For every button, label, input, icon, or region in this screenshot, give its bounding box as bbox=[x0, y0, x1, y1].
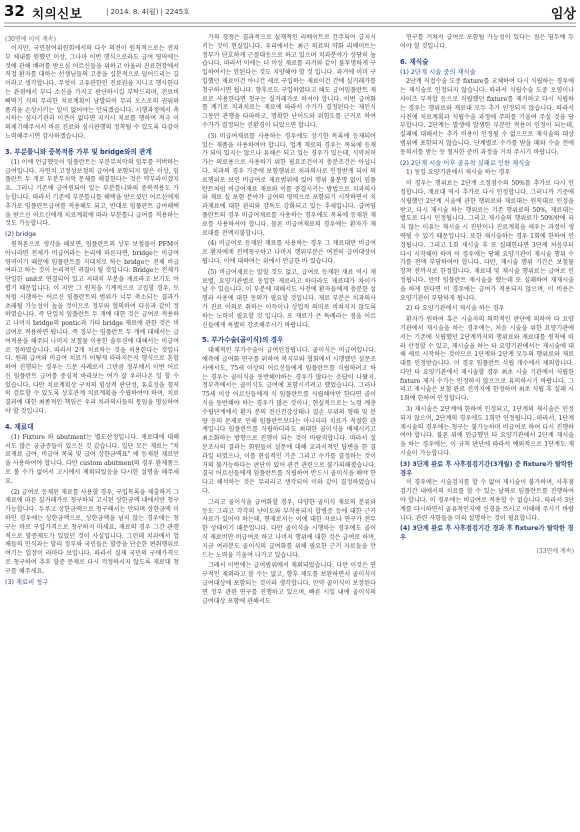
subsection-heading: (4) 3단계 완료 후 사후점검기간 경과 후 fixture가 탈락한 경우 bbox=[400, 525, 574, 542]
paragraph: 2단계 직접수술 도중 fixture를 교체하여 다시 식립하는 경우에는 재식술로 인정되지 않습니다. 따라서 식립수술 도중 오염이나 사이즈 부적합 등으로 식립했던 fixture를 제거하고 다시 식립하는 경우는 행위료와 재료대 모두 추가 인정되지 않습니다. 따라서 사전에 치료계획과 식립수술 과정에 주의를 기울여 주실 것을 당부합니다. 2단계는 발생에 발생한 부분만 적용이 인정이 되는데, 실패에 대해서는 추가 비용이 인정될 수 없으므로 재식술의 대상 범위에 포함되지 않습니다. 단계별로 수가를 받을 때와 수술 전에 동의서를 받는 등 철저한 준비 과정을 거쳐 주시기 바랍니다. bbox=[400, 78, 574, 156]
paragraph: 이지만, 국민참여위원회에서의 다수 의견이 원칙적으로는 전치부 체내를 원했던 이상, 그나마 이번 행식으로라도 급여 영역에는 것에 관해 배려를 받으심 어르신들을 위하고 아울러 진료현장에서 직접 환자를 대하는 선생님들의 고충을 십분적으로 덜어드리는 길이라고 생각합니다. 무엇이 고유관한인 진료권을 지니고 행사한다는 관점에서 부디 소신을 가지고 판단하시길 부탁드리며, 진료비 삐딱기 식의 무리한 치료계획이 남발되어 무리 오스로의 권위와 품격을 손상시키는 일이 없어야는 안되겠습니다. 시행과정에서 축시하는 심사기관과 이견이 없다면 지키시 치료를 행하여 적극 이의제기해주셔서 바른 진료와 심사판행의 정착될 수 있도록 다같이 노력해주시면 감사하겠습니다. bbox=[5, 45, 179, 140]
subsection-heading: (2) 2단계 시술 이후 골유착 실패로 인한 재식술 bbox=[400, 159, 531, 167]
article-column-1 bbox=[5, 34, 179, 814]
article-column-3 bbox=[400, 34, 574, 814]
paragraph: (1) Fixture 와 abutment는 별도산정입니다. 재료대에 대해서도 많은 궁금증들이 있으신 것 같습니다. 일단 모든 재료는 "치료재료 급여, 비급여 목록 및 급여 상한금액표" 에 등재된 재료만을 사용하여야 합니다. 다만 custom abutment의 경우 완제품으로 볼 수가 없어서 고시에서 제외되었음을 다시한 설명을 해주세요. bbox=[5, 433, 179, 485]
paragraph: 원칙론으로 생각을 해보면, 임플란트의 상부 보철물이 PFM이 아니라면 전제가 비급여라는 논리에 따른다면, bridge는 비급여영역이기 때문에 임플란트를 지대치로 하는 bridge는 전체 비급여라고 하는 것이 논리적인 귀결이 될 것입니다. Bridge는 전제가 단일한 unit로 연결되어 있고 지대치 부분을 재료라고 보기도 어렵기 때문입니다. 이 지만 그 원칙을 기계적으로 고집할 경우, 모처럼 시행하는 어르신 임플란트의 범위가 너무 축소되는 결과가 초래될 가능성이 높을 것이므로 정부와 협의하여 다음과 같이 정하였습니다. 즉 단일치 임플란트 두 개에 대한 것은 급여로 적용하고 나머지 bridge의 pontic과 기타 bridge 재료에 관한 것은 비급여로 적용하면 됩니다. 즉 정부는 임플란트 두 개에 대해서는 급여적용을 해주되 나머지 보철물 이용한 솔루션에 대해서는 비급여로 정하였습니다. 따라서 2개 치료하는 것을 허용한다는 것입니다. 원래 급여와 비급여 치료가 어떻게 따라지든지 행식으로 혼합하여 진행되는 경우는 드문 사례로서 그만큼 정부에서 이번 어르신 임플란트 급여를 중심적 바라보는 여가 잘 우러나온 일 할 수 있습니다. 다만 치료계획상 구치의 임상적 판단성, 유효성을 철저히 검토할 수 있도록 상호관계 치료계획을 수립하여야 하며, 치료결과에 대한 최종적인 책임은 우리 치과의사들의 몫임을 명심하여야 할 것입니다. bbox=[5, 240, 179, 416]
newspaper-name: 치의신보 bbox=[32, 6, 83, 21]
paragraph: 이 경우는 행위료는 2단계 소정점수의 50%를 추가로 다시 인정합니다. 재료대 역시 추가로 다시 인정합니다. 그러니까 기준에 식립했던 2단계 시술에 관한 행위료와 재료대는 원칙대로 인정을 받고, 다시 재시술 하는 행위료는 기존 행위료의 50%, 재료대는 별도로 다시 인정됩니다. 그리고 재시술의 행위료가 50%밖에 되지 않는 이유는 재시술 시 진단이나 진료계획을 세우는 과정이 생략될 수 있기 때문입니다. 또한 재시술하는 경우 1회에 한하여 인정됩니다. 그리고 1회 재시술 후 또 실패한다면 3단계 처음부터 다시 시작해야 하며 이 경우에는 당해 요양기관이 재시술 행위 수가를 전액 부담하여야 합니다. 다만, 재시술 행위 기간은 보철물 장착 전까지로 한정합니다. 재료대 및 재시술 행위료는 급여로 인정됩니다. 만약 임플란트 재시술을 했는데 또 실패하여 재재시술을 하게 된다면 이 경우에는 급여가 적용되지 않으며, 이 비용은 요양기관이 부담하게 됩니다. bbox=[400, 180, 574, 302]
paragraph: 대체적인 부가수술이 급여인정됩니다. 골이식은 비급여입니다. 예측에 급여화 연구를 위하여 복지부와 협회에서 시행했던 설문조사에서도, 75세 이상의 어르신들에게 임플란트를 식립하려고 하는 경우는 골이식을 동반해야하는 경우가 많다는 응답이 나왔지. 정부측에서는 골이식도 급여에 포함시키려고 했었습니다. 그러나 75세 이상 어르신들에게 식 임플란트를 식립해야만 한다면 골이식을 동반해야 하는 경우가 많은 것이나, 현실적으로는 노령 계층 수립단계에서 환자 분의 전신건강상태나 결손 부위의 형태 및 분량 등의 문제로 인해 임플란트보다는 아니더라 치료가 적절한 관계입니다 임플란트를 식립하더라도 최대한 골이식을 배제시키고 최소화하는 방향으로 진행이 되는 것이 바람직합니다. 따라서 설문조사의 결과는 회원들이 설문에 대해 교과서적인 답변을 한 결과일 터였으나, 이를 현실적인 기준 그리고 수가를 결정하는 것이 거의 불가능하다는 판단이 있어 관건 관련으로 불가피해졌습니다. 결국 어르신들에게 임플란트를 식립하여 반드시 골이식을 해야 한다고 해석하는 것은 무리라고 생각되어 이와 같이 결정하였습니다. bbox=[202, 347, 376, 496]
continued-note: (33면에 계속) bbox=[536, 548, 574, 556]
paragraph: 3) 재시술은 2단계에 한하여 인정되고, 1단계의 재시술은 인정되지 않으며, 2단계의 경우에도 1회만 인정됩니다. 따라서, 1단계 재시술의 경우에는 청구는 불가능하며 비급여로 하여 다시 진행하여야 합니다. 불론 위에 언급했던 타 요양기관에서 2단계 재시술을 하는 경우에는, 이 규칙 판단에 따라서 예외적으로 1단계도 재시술이 가능합니다. bbox=[400, 406, 574, 458]
paragraph: (1) 이에 언급했듯이 임플란트는 부분무치악의 임무를 커버하는 급여입니다. 자연치 고정성보철의 급여에 포함되지 않은 이상, 임플란트 두 개로 부분무치악 문제를 해결한다는 것은 약부라이겠지요. 그러니 기존에 급여원되어 있는 부분틀니와의 중복적용도 가능합니다. 따라서 기존에 부분틀니를 해택을 받으셨던 어르신에게 추가로 임플란트급여를 적용해도 되고, 반대로 임플란트 급여해택을 받으신 어르신에게 치료계획에 따라 부분틀니 급여를 적용하는 것도 가능합니다. bbox=[5, 158, 179, 228]
header-rule bbox=[4, 22, 576, 24]
paragraph: (5) 비급여재료는 말할 것도 없고, 급여로 등재된 재료 역시 재료별, 요양기관별로 동일한 재료라고 하더라도 재료대가 차이가 날 수 있습니다. 이 부분에 대해서도 사전에 환자들에게 충분한 설명과 사용에 대한 동의가 필요할 것입니다. 재료 부분은 치과의사가 진료 이외로 취하는 이득이나 상업적 의미로 비쳐지지 않도록 하는 노력이 필요할 것 입니다. 또 재료가 큰 특례라는 점을 어르신들에게 특별히 강조해주시기 바랍니다. bbox=[202, 268, 376, 329]
paragraph: 연구를 거쳐서 급여로 포함될 가능성이 있다는 점은 염두에 두어야 할 것입니다. bbox=[400, 34, 574, 50]
section-title: 임상 bbox=[550, 7, 576, 22]
page-header bbox=[4, 2, 576, 22]
paragraph: 가의 경쟁은 결과적으로 실재적인 리베이트로 간주되어 급지시키는 것이 현실입니다. 우리에서는 최근 의료의 약화 리베이트는 정부가 단호하게 근절대응으로 하고 있으며 치과분야가 상당히 높습니다. 따라서 이에는 더 이상 재료를 과거와 같이 불투명하게 구입하여서는 안된다는 것도 지양해야 할 것 입니다. 과거에 이미 구입했던 재료이건 아니건 새로 구입하는 재료이건 간에 실거래가를 청구하시면 됩니다. 향후로도 구입하였다고 해도 급여임플란트 재료로 사용한다면 청구는 실거래가로 하셔야 합니다. 이번 급여화를 계기로 치과치료는 재료에 따라서 수가가 결정된다는 재인식 그동안 관행을 타파하고, 명확한 난이도와 위험도를 근거로 하여 수가가 결정되는 진환경이 되었으면 합니다. bbox=[202, 34, 376, 129]
issue-meta: | 2014. 8. 4(월) | 2245호 bbox=[106, 8, 190, 16]
header-rule-thin bbox=[4, 26, 576, 27]
page-number: 32 bbox=[4, 2, 25, 20]
continued-note: (30면에 이어 계속) bbox=[5, 36, 56, 43]
article-column-2 bbox=[202, 34, 376, 814]
paragraph: 1) 동일 요양기관에서 재시술 하는 경우 bbox=[406, 169, 511, 177]
section-heading: 6. 재식술 bbox=[400, 57, 429, 66]
subsection-heading: (3) 3단계 완료 후 사후점검기간(3개월) 중 fixture가 탈락한 경우 bbox=[400, 460, 574, 477]
section-heading: 3. 부분틀니와 중복적용 가부 및 bridge와의 관계 bbox=[5, 147, 152, 156]
subsection-heading: (2) bridge bbox=[5, 231, 37, 239]
paragraph: 이 경우에는 시술검지를 할 수 없어 재시술이 불가하며, 사후점검기간 내에서의 치료를 할 수 있는 날짜로 임플란트를 진행하여야 합니다. 이 경우에는 비급여로 적용할 수 없습니다. 따라서 3단계를 다시하면서 골유착인지에 신경을 쓰시고 이해해 주시기 바랍니다. 관련 사항들을 미리 설명하는 것이 필요합니다. bbox=[400, 479, 574, 522]
paragraph: (4) 비급여로 등재된 재료를 사용하는 경우 그 재료대만 비급여로 환자에게 전액청구하고 나머지 행위부분은 여전히 급여대상이 됩니다. 이에 대하여는 위에서 언급한 바 있습니다. bbox=[202, 240, 376, 265]
subsection-heading: (3) 재료비 청구 bbox=[5, 578, 49, 586]
section-heading: 4. 재료대 bbox=[5, 422, 34, 431]
paragraph: 2) 타 요양기관에서 재시술 하는 경우 bbox=[406, 305, 505, 313]
paragraph: 그리고 골이식을 급여화할 경우, 다양한 골이식 재료의 분류와 등도 그리고 각각의 난이도와 부작용되지 합병증 등에 대한 근거자료가 있어야 하는데, 현재로서는 이에 대한 자료나 연구가 전무한 상태이기 때문입니다. 다만 골이식을 시행하는 경우에도 골이식 재료비만 비급여로 하고 나머지 행위에 대한 것은 급여로 하며, 지금 여러분도 골이식의 급여화를 위해 필요한 근거 자료들을 만드는 노력을 기울여 나가고 있습니다. bbox=[202, 498, 376, 559]
paragraph: 환자가 원하여 혹은 시술자의 의학적인 판단에 의하여 타 요양기관에서 재시술을 하는 경우에는, 처음 시술을 위한 요양기관에서는 기존에 식립했던 2단계까지의 행위료와 재료대를 원칙에 따라 산정할 수 있고, 재시술을 하는 타 요양기관에서는 재시술에 대해 새로 시작하는 것이므로 1단계와 2단계 모두의 행위료와 재료대를 인정받습니다. 이 경우 임플란트 식립 개수에서 제외합니다. 다만 타 요양기관에서 재시술할 경우 최초 시술 기관에서 식립한 fixture 제거 수가는 인정하지 않으므로 유의하시기 바랍니다. 그리고 재시술은 보철 완료 전까지에 한정하며 최초 식립 후 실패 시 1회에 한하여 인정합니다. bbox=[400, 316, 574, 403]
paragraph: (3) 비급여재료를 사용하는 경우에도 상기한 목록에 등재되어 있는 재품을 사용하여야 합니다. 업계 재료의 경우는 목록에 등재가 되어 있지는 않으나 유해은 되고 있는 경우가 있는데, 식약처허가는 의료용으로 사용하기 위한 필요조건이지 충분조건은 아닙니다. 치과의 경우 기준에 보험행위로 치과의사로 인정받게 되어 의료행위로 보인 비급여로 재료범위에 있어 행위 불분명 없이 임플란트처럼 비급여재료 재료와 이를 중결시키는 방법으로 치과의사와 재료 실 보험 분야가 급여의 영역으로 포함되기 시작하면서 치과재료에 대한 관리와 감독도 강화되고 있는 추세입니다. 급여임플란트의 경우 비급여재료를 사용하는 경우에도 목록에 등재된 재료를 사용하셔야 합니다. 물론 비급여재료의 경우에는 환자가 재료대를 전액지불합니다. bbox=[202, 132, 376, 237]
paragraph: (2) 급여로 등재된 재료를 사용할 경우, 구입목록을 제출하거 그 재료에 따른 실거래가로 청구하되 고시된 상한금액 내에서만 청구 가능합니다. 두루고 상한금액으로 청구해서는 안되며 상한금액 이하인 경우에는 상한금액으로, 상한금액을 넘지 않는 경우에는 청구는 바로 구입가격으로 청구하지 마세요. 재료의 경우 그간 관행적으로 할증제도가 있었던 것이 사실입니다. 그런데 치과에서 업체들의 인식과는 달리 정부와 국민들은 할증을 단순한 편취행위로 여기는 입장이 라마다 보입니다. 따라서 실제 국민의 구매가격으로 청구하여 추후 할증 문제로 다시 걱정하시지 않도록 재료대 청구를 해주세요. bbox=[5, 488, 179, 575]
paragraph: 그래서 이번에는 급여범위에서 제외되었습니다. 다만 이것은 연구적인 제외라고 볼 수는 없고, 향후 제도를 보완하면서 골이식이 급여대상에 포함되는 것이라 생각합니다. 만약 골이식이 보장된다면 정부 관련 연구를 진행하고 있으며, 빠른 시일 내에 골이식의 급여대상 포함에 관해서도 bbox=[202, 562, 376, 605]
section-heading: 5. 부가수술(골이식)의 경우 bbox=[202, 336, 284, 345]
subsection-heading: (1) 2단계 시술 중의 재식술 bbox=[400, 68, 476, 76]
